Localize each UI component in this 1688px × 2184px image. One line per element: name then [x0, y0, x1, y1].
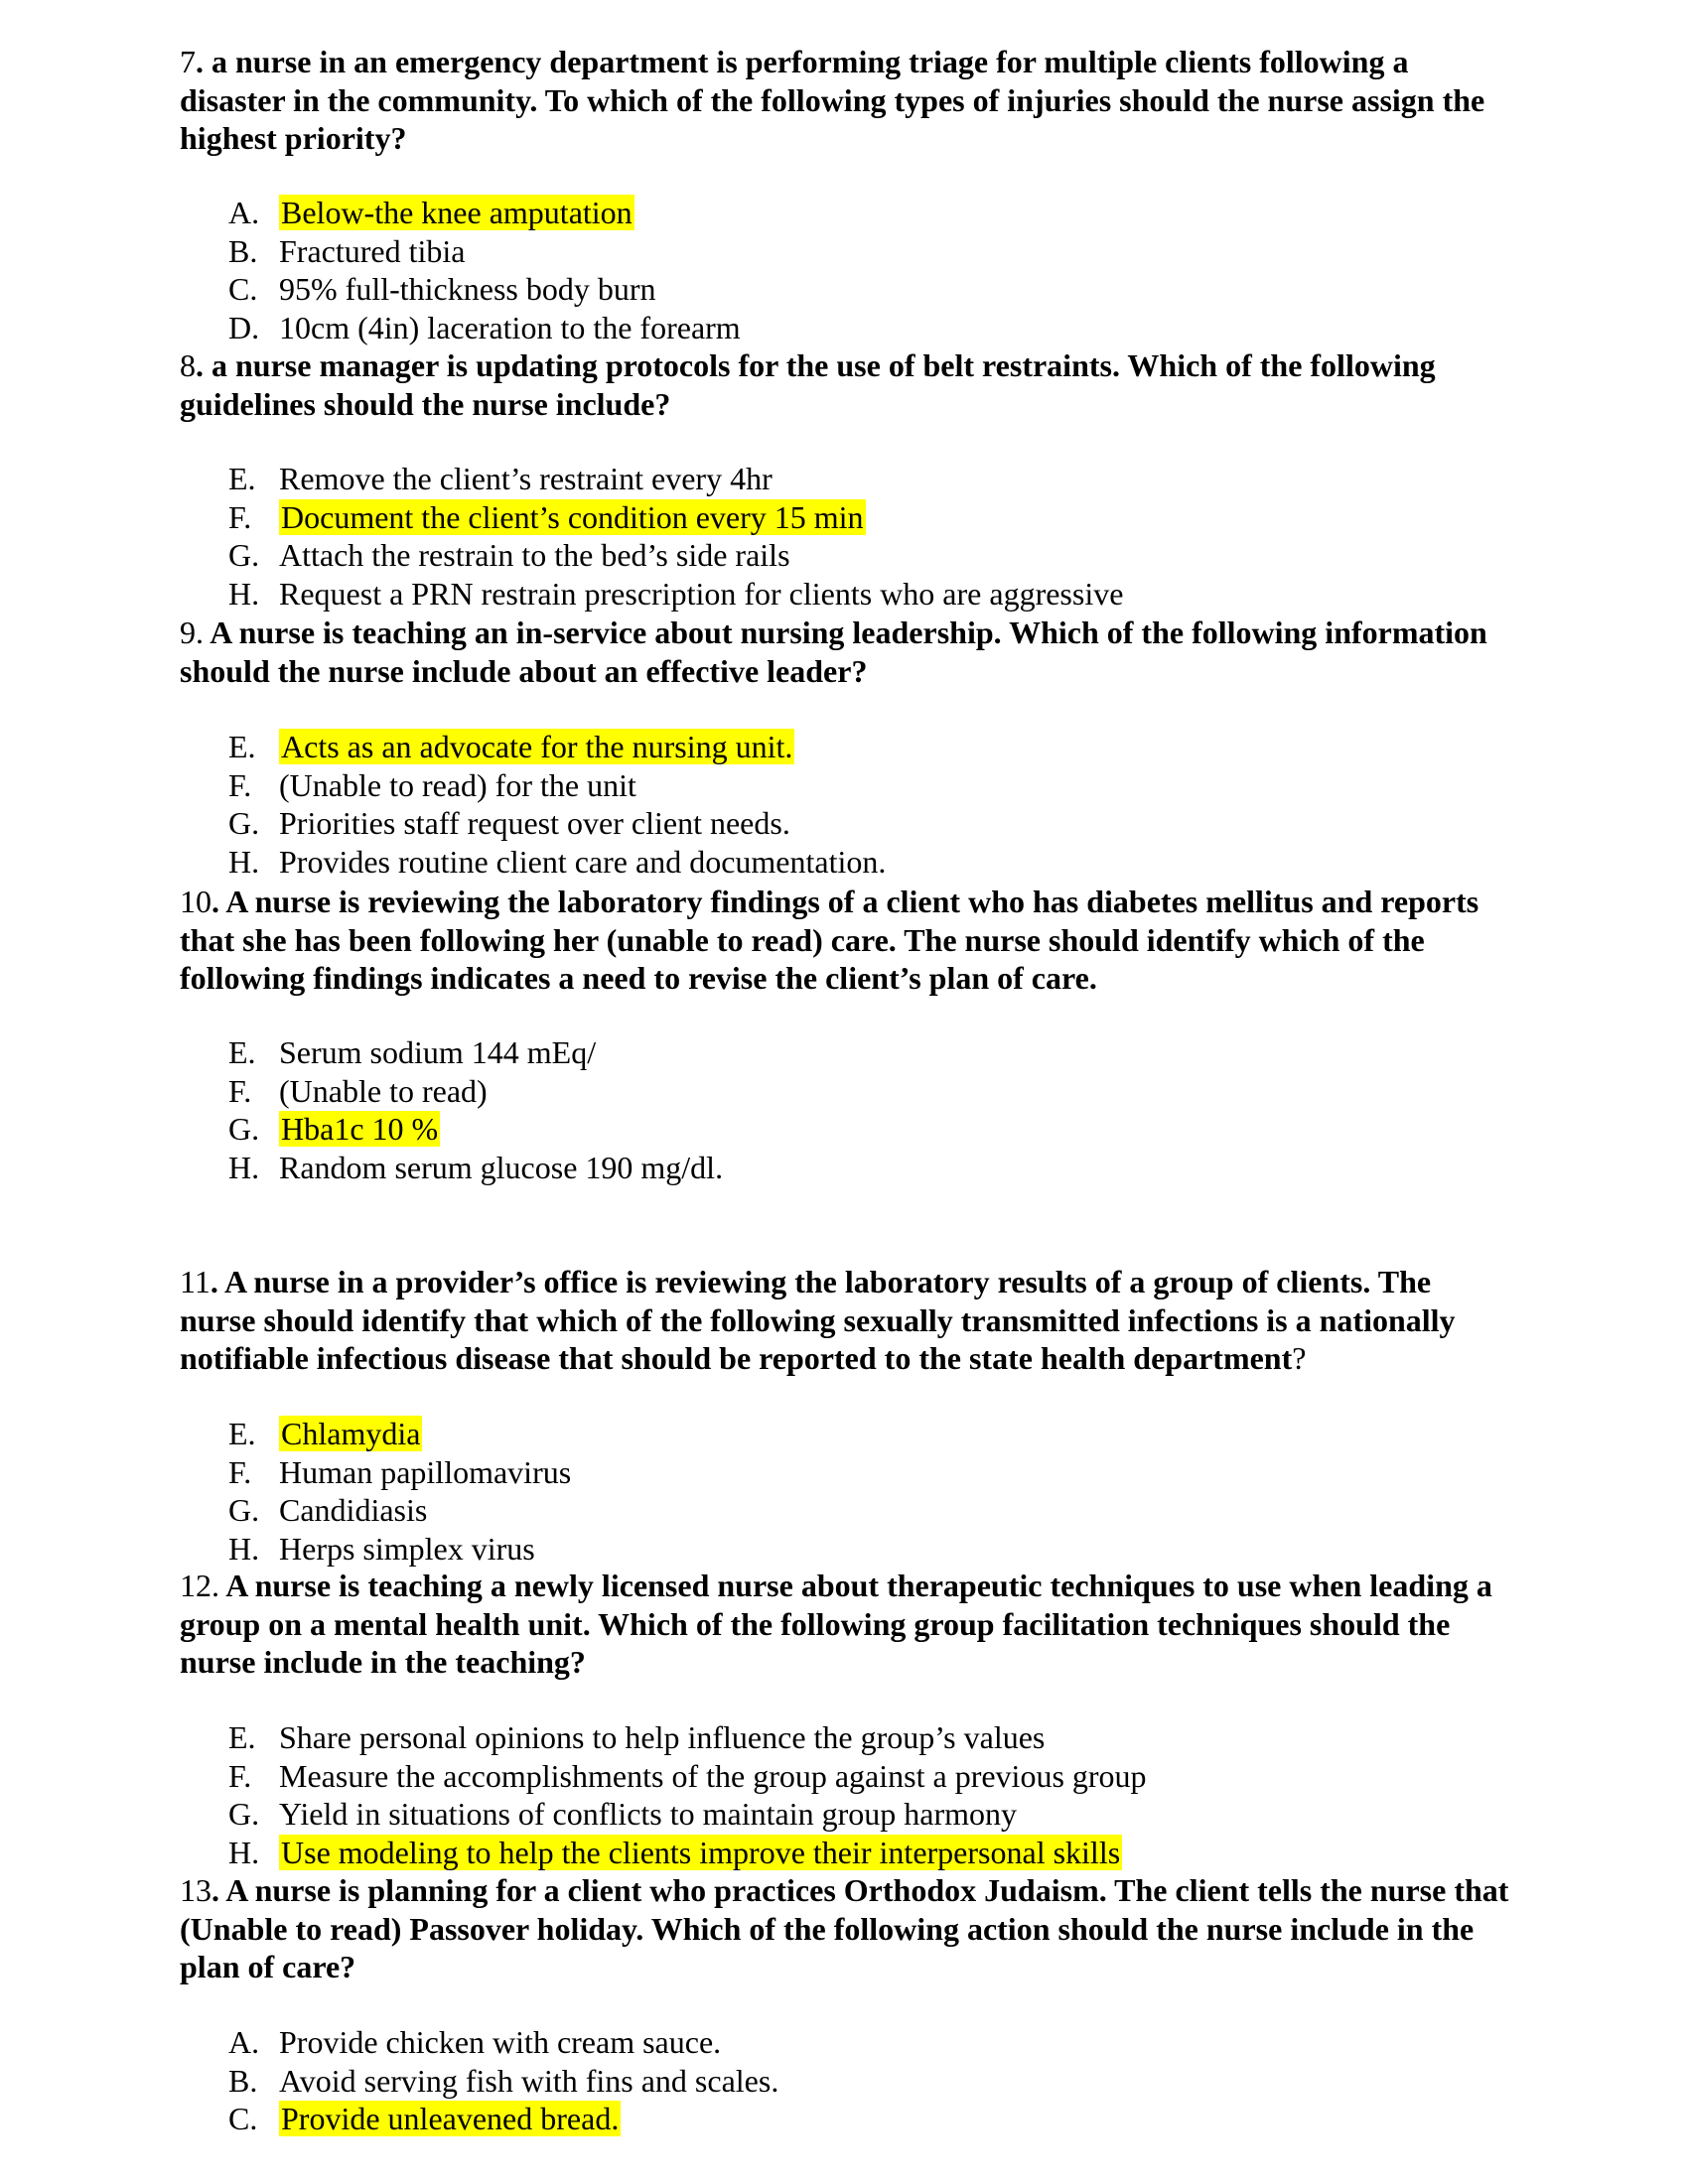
option-text: Herps simplex virus	[279, 1530, 535, 1567]
option-text: (Unable to read)	[279, 1072, 488, 1109]
option-text: Random serum glucose 190 mg/dl.	[279, 1149, 724, 1185]
question-number: 8	[180, 347, 196, 383]
option-letter: A.	[228, 2024, 260, 2060]
option-text-highlighted: Document the client’s condition every 15 min	[281, 498, 864, 535]
option-text: Priorities staff request over client needs.	[279, 805, 790, 841]
option-text-highlighted: Use modeling to help the clients improve their interpersonal skills	[281, 1834, 1121, 1870]
option-c	[228, 270, 741, 309]
options-list-q7	[228, 194, 741, 346]
options-list-q8	[228, 460, 1123, 613]
option-text: Provide chicken with cream sauce.	[279, 2024, 722, 2060]
option-g	[228, 1795, 1147, 1834]
question-number: 11	[180, 1264, 211, 1299]
option-letter: H.	[228, 1530, 260, 1567]
option-f	[228, 1453, 571, 1492]
option-g	[228, 804, 886, 843]
option-f	[228, 1072, 723, 1111]
option-text: Candidiasis	[279, 1492, 428, 1528]
option-text: Provides routine client care and documentation.	[279, 843, 887, 880]
option-h	[228, 575, 1123, 614]
option-text: Measure the accomplishments of the group against a previous group	[279, 1757, 1147, 1794]
option-text: (Unable to read) for the unit	[279, 766, 636, 803]
option-letter: G.	[228, 537, 260, 573]
option-a	[228, 194, 741, 232]
option-h	[228, 843, 886, 882]
question-text: . a nurse manager is updating protocols for the use of belt restraints. Which of the following guidelines should the nurse include?	[180, 347, 1436, 422]
option-d	[228, 309, 741, 347]
option-text-highlighted: Below-the knee amputation	[281, 195, 633, 230]
option-text: Human papillomavirus	[279, 1453, 572, 1490]
option-letter: F.	[228, 1453, 252, 1490]
option-e	[228, 460, 1123, 498]
option-b	[228, 232, 741, 271]
option-letter: E.	[228, 1034, 256, 1070]
question-9	[180, 614, 1510, 690]
option-letter: F.	[228, 1757, 252, 1794]
options-list-q13	[228, 2023, 778, 2138]
option-text-highlighted: Chlamydia	[281, 1416, 421, 1451]
option-text: 95% full-thickness body burn	[279, 271, 656, 307]
option-c	[228, 2100, 778, 2138]
option-e	[228, 1033, 723, 1072]
option-text-highlighted: Acts as an advocate for the nursing unit.	[281, 729, 793, 764]
option-text: Yield in situations of conflicts to maintain group harmony	[279, 1796, 1017, 1832]
option-letter: G.	[228, 1111, 260, 1147]
question-text: . A nurse is reviewing the laboratory findings of a client who has diabetes mellitus and reports that she has been following her (unable to read) care. The nurse should identify which of the following findings indicates a need to revise the client’s plan of care.	[180, 884, 1479, 996]
option-letter: E.	[228, 461, 256, 496]
option-h	[228, 1834, 1147, 1872]
options-list-q11	[228, 1415, 571, 1568]
options-list-q10	[228, 1033, 723, 1186]
question-text: . a nurse in an emergency department is performing triage for multiple clients following a disaster in the community. To which of the following types of injuries should the nurse assign the highest priority?	[180, 44, 1485, 156]
question-text: A nurse is teaching an in-service about nursing leadership. Which of the following information should the nurse include about an effective leader?	[180, 614, 1487, 689]
option-text: Fractured tibia	[279, 232, 466, 269]
option-text: Serum sodium 144 mEq/	[279, 1034, 597, 1070]
option-h	[228, 1149, 723, 1187]
option-letter: G.	[228, 805, 260, 841]
option-letter: E.	[228, 1416, 256, 1451]
question-number: 13	[180, 1872, 211, 1908]
option-text: Remove the client’s restraint every 4hr	[279, 461, 773, 496]
option-letter: F.	[228, 1072, 252, 1109]
option-letter: A.	[228, 195, 260, 230]
option-f	[228, 766, 886, 805]
option-letter: H.	[228, 843, 260, 880]
option-letter: F.	[228, 766, 252, 803]
question-number: 7	[180, 44, 196, 79]
option-letter: E.	[228, 729, 256, 764]
option-text-highlighted: Provide unleavened bread.	[281, 2101, 620, 2136]
question-number: 9.	[180, 614, 204, 650]
option-text: Attach the restrain to the bed’s side rails	[279, 537, 790, 573]
option-letter: C.	[228, 2101, 258, 2136]
option-letter: C.	[228, 271, 258, 307]
question-number: 12.	[180, 1568, 219, 1603]
option-letter: F.	[228, 498, 252, 535]
question-text: . A nurse is planning for a client who practices Orthodox Judaism. The client tells the nurse that (Unable to read) Passover holiday. Which of the following action should the nurse include in the plan of care?	[180, 1872, 1509, 1984]
option-a	[228, 2023, 778, 2062]
option-g	[228, 536, 1123, 575]
question-8	[180, 346, 1510, 423]
question-10	[180, 883, 1510, 998]
option-letter: B.	[228, 232, 258, 269]
option-letter: H.	[228, 1834, 260, 1870]
option-text-highlighted: Hba1c 10 %	[281, 1111, 439, 1147]
option-letter: H.	[228, 575, 260, 612]
option-g	[228, 1110, 723, 1149]
option-g	[228, 1491, 571, 1530]
option-text: Request a PRN restrain prescription for clients who are aggressive	[279, 575, 1124, 612]
question-12	[180, 1567, 1510, 1682]
option-text: Avoid serving fish with fins and scales.	[279, 2062, 779, 2099]
option-e	[228, 1718, 1147, 1757]
option-letter: D.	[228, 309, 260, 345]
option-text: 10cm (4in) laceration to the forearm	[279, 309, 741, 345]
option-text: Share personal opinions to help influence the group’s values	[279, 1719, 1046, 1755]
option-b	[228, 2062, 778, 2101]
option-letter: E.	[228, 1719, 256, 1755]
option-letter: B.	[228, 2062, 258, 2099]
question-tail: ?	[1292, 1340, 1307, 1376]
option-letter: G.	[228, 1492, 260, 1528]
option-h	[228, 1530, 571, 1569]
question-13	[180, 1871, 1510, 1986]
question-number: 10	[180, 884, 211, 919]
option-f	[228, 1757, 1147, 1796]
option-e	[228, 728, 886, 766]
option-letter: G.	[228, 1796, 260, 1832]
option-f	[228, 498, 1123, 537]
options-list-q9	[228, 728, 886, 881]
option-letter: H.	[228, 1149, 260, 1185]
question-text: A nurse is teaching a newly licensed nurse about therapeutic techniques to use when leading a group on a mental health unit. Which of the following group facilitation techniques should the nurse include in the teaching?	[180, 1568, 1492, 1680]
question-text: . A nurse in a provider’s office is reviewing the laboratory results of a group of clients. The nurse should identify that which of the following sexually transmitted infections is a nationally notifiable infectious disease that should be reported to the state health department	[180, 1264, 1456, 1376]
question-7	[180, 43, 1510, 158]
option-e	[228, 1415, 571, 1453]
options-list-q12	[228, 1718, 1147, 1871]
question-11	[180, 1263, 1510, 1378]
